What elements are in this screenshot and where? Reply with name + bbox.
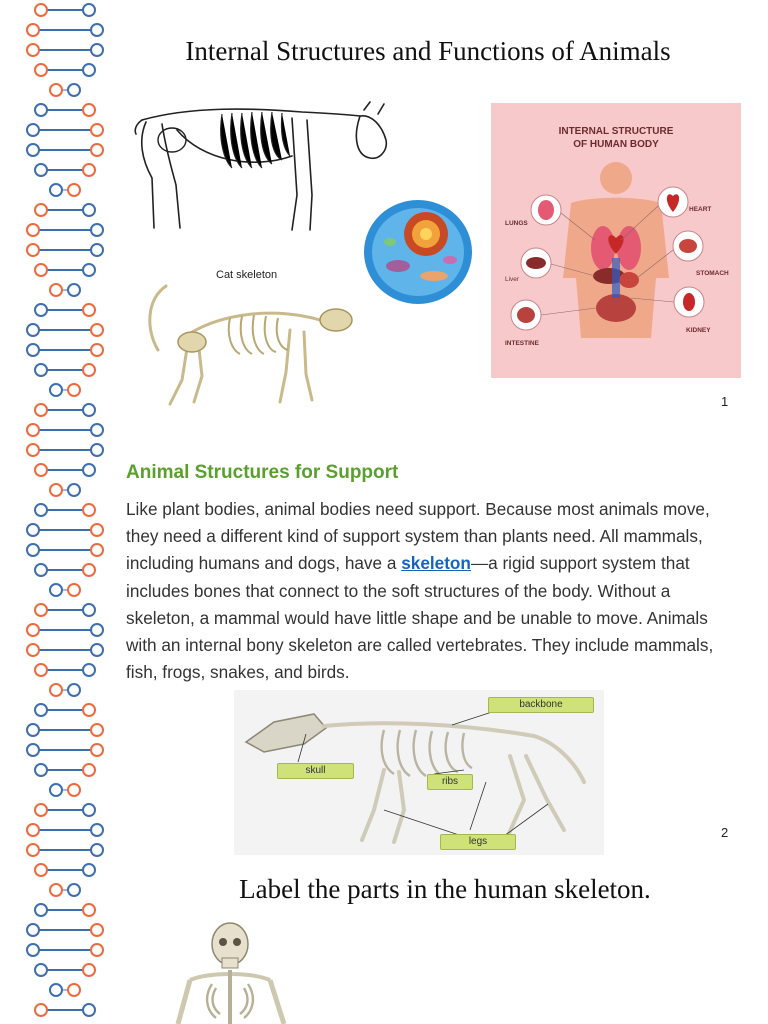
dna-node bbox=[91, 144, 103, 156]
page-title: Internal Structures and Functions of Animals bbox=[185, 36, 671, 66]
dna-node bbox=[35, 104, 47, 116]
dna-node bbox=[83, 764, 95, 776]
dna-node bbox=[35, 64, 47, 76]
dna-node bbox=[68, 484, 80, 496]
figure-title-line1: INTERNAL STRUCTURE bbox=[558, 126, 674, 137]
dna-node bbox=[27, 844, 39, 856]
dna-node bbox=[83, 104, 95, 116]
dna-node bbox=[68, 684, 80, 696]
dna-node bbox=[91, 44, 103, 56]
figure-number-1: 1 bbox=[721, 394, 729, 409]
figure-number-2: 2 bbox=[721, 825, 729, 840]
dna-node bbox=[91, 244, 103, 256]
human-skeleton-image bbox=[160, 922, 320, 1024]
dna-node bbox=[35, 4, 47, 16]
organ-label-heart: HEART bbox=[689, 206, 712, 213]
dna-node bbox=[27, 744, 39, 756]
dna-node bbox=[27, 44, 39, 56]
dna-node bbox=[91, 224, 103, 236]
section-heading: Animal Structures for Support bbox=[126, 462, 399, 483]
dog-label-skull: skull bbox=[277, 763, 354, 779]
dna-node bbox=[27, 24, 39, 36]
human-body-organs-figure bbox=[491, 103, 741, 378]
dna-node bbox=[83, 964, 95, 976]
dna-node bbox=[91, 544, 103, 556]
dna-node bbox=[83, 4, 95, 16]
labeling-task-instruction: Label the parts in the human skeleton. bbox=[239, 874, 651, 904]
dna-node bbox=[68, 784, 80, 796]
dna-node bbox=[91, 924, 103, 936]
dna-node bbox=[35, 704, 47, 716]
dna-node bbox=[83, 404, 95, 416]
dna-node bbox=[91, 644, 103, 656]
dna-node bbox=[68, 184, 80, 196]
dna-node bbox=[27, 824, 39, 836]
dna-node bbox=[68, 384, 80, 396]
dna-node bbox=[35, 1004, 47, 1016]
dna-node bbox=[83, 64, 95, 76]
dna-node bbox=[50, 284, 62, 296]
dna-node bbox=[91, 24, 103, 36]
animal-cell-image bbox=[358, 190, 478, 310]
dna-node bbox=[35, 204, 47, 216]
dna-node bbox=[27, 344, 39, 356]
dna-node bbox=[50, 384, 62, 396]
dna-node bbox=[27, 724, 39, 736]
dna-node bbox=[68, 284, 80, 296]
dna-node bbox=[83, 704, 95, 716]
section-paragraph bbox=[126, 496, 734, 686]
skeleton-link[interactable]: skeleton bbox=[401, 553, 471, 574]
dna-node bbox=[83, 304, 95, 316]
dna-node bbox=[27, 924, 39, 936]
dna-node bbox=[83, 164, 95, 176]
dna-node bbox=[91, 524, 103, 536]
dna-node bbox=[27, 424, 39, 436]
dna-node bbox=[91, 844, 103, 856]
dna-node bbox=[83, 264, 95, 276]
dna-node bbox=[35, 504, 47, 516]
dog-label-backbone: backbone bbox=[488, 697, 594, 713]
dna-node bbox=[35, 404, 47, 416]
dna-node bbox=[50, 484, 62, 496]
dna-node bbox=[50, 884, 62, 896]
dna-node bbox=[35, 764, 47, 776]
dna-node bbox=[35, 564, 47, 576]
dna-node bbox=[91, 124, 103, 136]
dna-node bbox=[50, 984, 62, 996]
dna-node bbox=[27, 124, 39, 136]
dna-node bbox=[27, 624, 39, 636]
dna-node bbox=[83, 904, 95, 916]
dna-node bbox=[27, 444, 39, 456]
dna-node bbox=[91, 444, 103, 456]
paragraph-text-end: —a rigid support system that includes bones that connect to the soft structures of the body. Without a skeleton, a mammal would have little shape and be unable to move. Animals with an internal bony skeleton are called vertebrates. They include mammals, fish, frogs, snakes, and birds. bbox=[126, 553, 714, 683]
dna-node bbox=[83, 864, 95, 876]
dna-node bbox=[35, 664, 47, 676]
dna-node bbox=[27, 944, 39, 956]
dna-border-decoration bbox=[0, 0, 120, 1024]
dna-node bbox=[68, 884, 80, 896]
dna-node bbox=[35, 964, 47, 976]
dna-node bbox=[50, 84, 62, 96]
dna-node bbox=[35, 164, 47, 176]
dna-node bbox=[27, 144, 39, 156]
dna-node bbox=[35, 864, 47, 876]
dog-label-ribs: ribs bbox=[427, 774, 473, 790]
dna-node bbox=[83, 464, 95, 476]
dna-node bbox=[91, 744, 103, 756]
dna-node bbox=[91, 424, 103, 436]
dna-node bbox=[27, 324, 39, 336]
dna-node bbox=[91, 344, 103, 356]
dna-node bbox=[50, 184, 62, 196]
dna-node bbox=[35, 364, 47, 376]
organ-label-intestine: INTESTINE bbox=[505, 340, 539, 347]
dna-node bbox=[27, 224, 39, 236]
dna-node bbox=[91, 624, 103, 636]
cat-skeleton-image bbox=[140, 280, 360, 410]
paragraph-text-start: Like plant bodies, animal bodies need support. Because most animals move, they need a different kind of support system than plants need. All mammals, including humans and dogs, have a bbox=[126, 499, 710, 574]
dna-node bbox=[83, 364, 95, 376]
dna-node bbox=[83, 204, 95, 216]
dna-node bbox=[83, 1004, 95, 1016]
dna-node bbox=[35, 804, 47, 816]
dna-node bbox=[68, 984, 80, 996]
dna-node bbox=[27, 644, 39, 656]
dna-node bbox=[83, 664, 95, 676]
dna-node bbox=[91, 324, 103, 336]
dna-node bbox=[50, 784, 62, 796]
organ-label-kidney: KIDNEY bbox=[686, 327, 711, 334]
organ-label-liver: Liver bbox=[505, 276, 520, 283]
dna-node bbox=[27, 524, 39, 536]
figure-title-line2: OF HUMAN BODY bbox=[573, 139, 659, 150]
dna-node bbox=[83, 504, 95, 516]
dna-node bbox=[68, 584, 80, 596]
dna-node bbox=[83, 604, 95, 616]
organ-label-stomach: STOMACH bbox=[696, 270, 729, 277]
dna-node bbox=[35, 264, 47, 276]
dna-node bbox=[35, 304, 47, 316]
dna-node bbox=[91, 824, 103, 836]
dna-node bbox=[83, 804, 95, 816]
dna-node bbox=[50, 584, 62, 596]
dna-node bbox=[91, 944, 103, 956]
dna-node bbox=[68, 84, 80, 96]
dna-node bbox=[83, 564, 95, 576]
dna-node bbox=[91, 724, 103, 736]
dog-label-legs: legs bbox=[440, 834, 516, 850]
organ-label-lungs: LUNGS bbox=[505, 220, 528, 227]
dna-node bbox=[35, 604, 47, 616]
cow-skeleton-image bbox=[132, 100, 392, 245]
dna-node bbox=[27, 244, 39, 256]
cat-skeleton-caption: Cat skeleton bbox=[216, 269, 278, 281]
dna-node bbox=[27, 544, 39, 556]
dna-node bbox=[50, 684, 62, 696]
dna-node bbox=[35, 904, 47, 916]
dna-node bbox=[35, 464, 47, 476]
